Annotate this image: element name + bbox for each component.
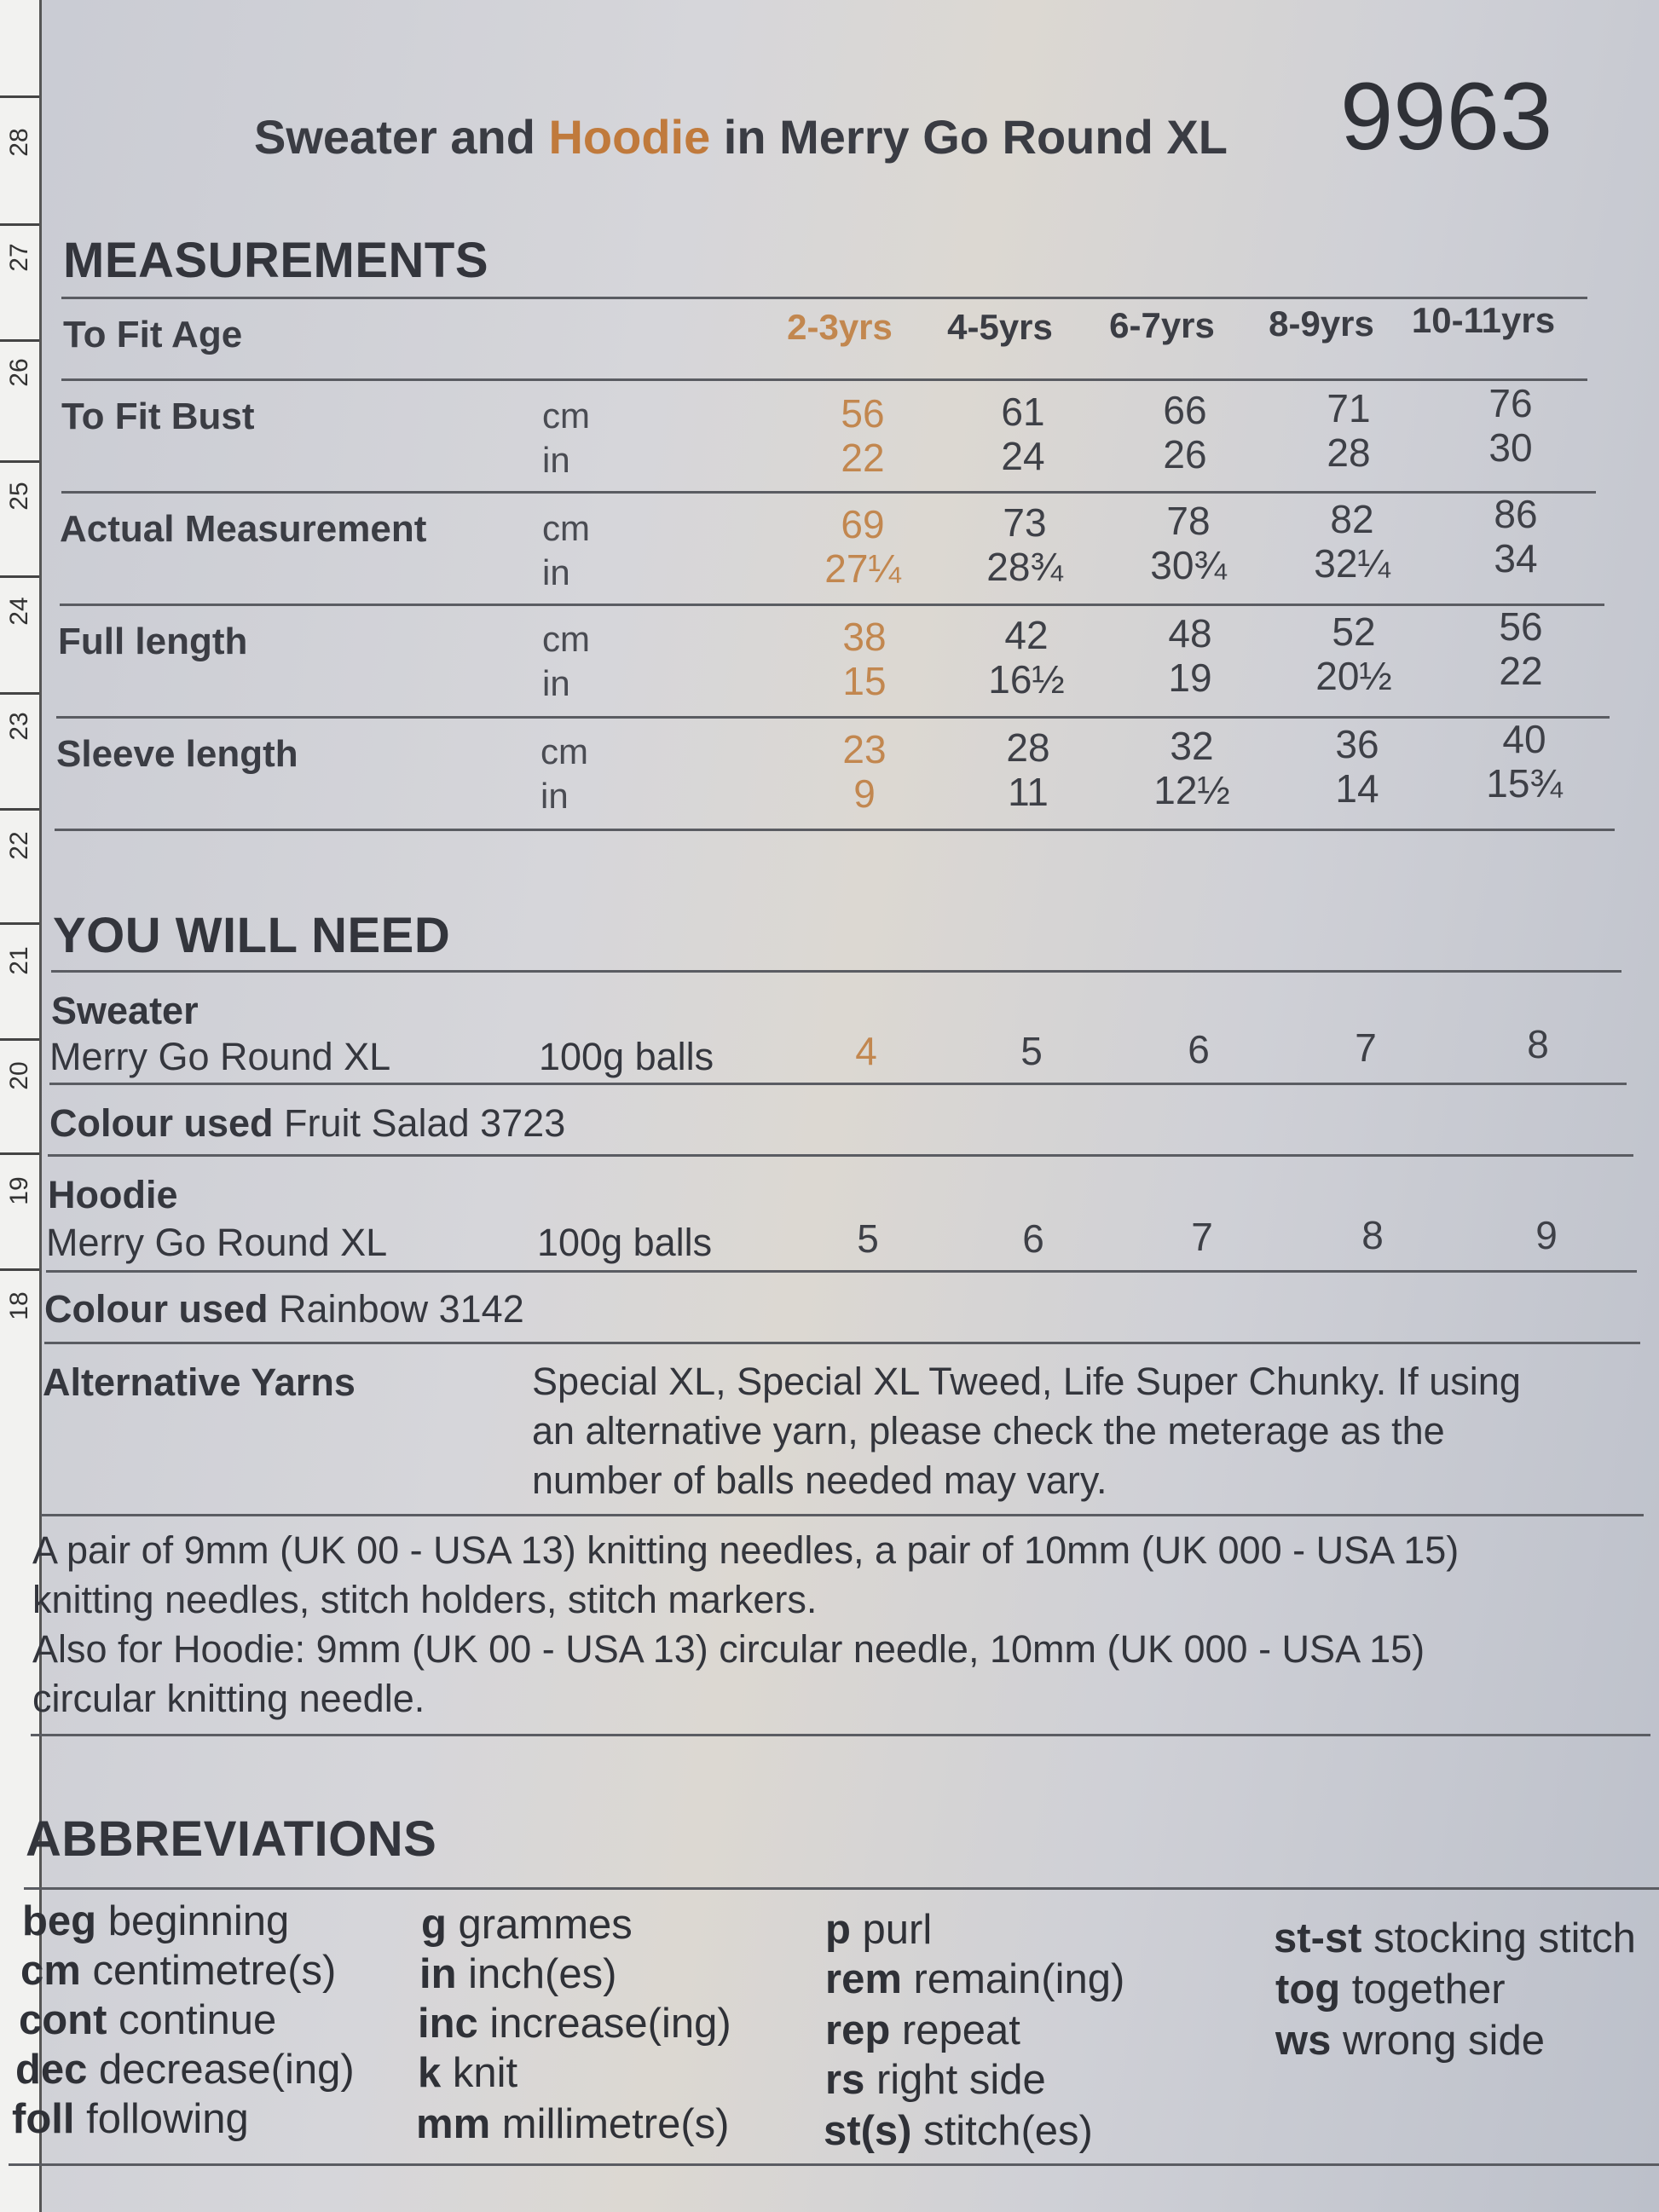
value-cell: 32¼ [1314, 541, 1390, 586]
abbreviation-item [825, 1906, 932, 1954]
value-cell: 36 [1335, 722, 1379, 766]
divider [55, 829, 1615, 831]
needles-text [32, 1526, 1644, 1724]
colour-used-label: Colour used [44, 1287, 269, 1331]
unit-cm: cm [542, 508, 590, 548]
unit-in: in [540, 776, 569, 816]
value-cell: 78 [1166, 499, 1211, 543]
pattern-number: 9963 [1340, 63, 1553, 170]
age-header: 8-9yrs [1269, 303, 1374, 344]
value-cell: 20½ [1315, 654, 1392, 698]
ruler-number: 21 [5, 946, 33, 975]
unit-in: in [542, 440, 570, 480]
ruler-number: 27 [5, 243, 33, 272]
age-header: 2-3yrs [787, 307, 893, 347]
abbr-term: k [418, 2050, 442, 2096]
alt-line: Special XL, Special XL Tweed, Life Super Chunky. If using [532, 1360, 1521, 1403]
value-cell: 28 [1327, 430, 1371, 475]
value-cell: 38 [842, 615, 887, 659]
title-part1: Sweater and [254, 110, 549, 164]
unit-in: in [542, 552, 570, 592]
value-cell: 19 [1168, 656, 1212, 700]
page-title [254, 109, 1228, 165]
hoodie-unit: 100g balls [537, 1221, 713, 1264]
colour-used-label: Colour used [49, 1101, 274, 1145]
ruler-number: 24 [5, 597, 33, 626]
divider [61, 297, 1587, 299]
abbr-term: rem [825, 1956, 902, 2002]
abbr-definition: remain(ing) [901, 1956, 1125, 2002]
abbreviation-item [22, 1897, 289, 1945]
age-header: 10-11yrs [1411, 300, 1556, 340]
ball-count: 4 [855, 1029, 877, 1073]
value-cell: 14 [1335, 766, 1379, 811]
abbreviation-item [824, 2107, 1093, 2155]
hoodie-yarn: Merry Go Round XL [46, 1221, 388, 1264]
abbr-term: in [419, 1951, 457, 1997]
abbreviation-item [1275, 2017, 1545, 2065]
ball-count: 6 [1022, 1216, 1044, 1261]
ball-count: 8 [1527, 1022, 1549, 1066]
abbreviation-item [825, 2007, 1020, 2054]
abbr-definition: inch(es) [456, 1951, 617, 1997]
divider [60, 604, 1604, 606]
divider [46, 1270, 1637, 1273]
abbr-term: st(s) [824, 2108, 912, 2154]
abbr-term: ws [1275, 2018, 1332, 2064]
ball-count: 9 [1535, 1213, 1558, 1257]
abbr-definition: stitch(es) [911, 2108, 1093, 2154]
title-hoodie: Hoodie [548, 110, 711, 164]
abbreviation-item [1274, 1915, 1636, 1962]
divider [61, 378, 1587, 381]
abbreviation-item [20, 1947, 336, 1995]
abbr-term: cm [20, 1948, 81, 1994]
value-cell: 12½ [1153, 768, 1230, 812]
abbr-term: dec [15, 2047, 88, 2093]
value-cell: 86 [1494, 492, 1538, 536]
abbr-definition: stocking stitch [1361, 1915, 1636, 1961]
value-cell: 22 [1499, 649, 1543, 693]
divider [56, 716, 1610, 719]
abbr-term: tog [1275, 1967, 1341, 2013]
divider [24, 1887, 1659, 1890]
divider [31, 1734, 1650, 1736]
ruler-number: 28 [5, 128, 33, 157]
divider [44, 1342, 1640, 1344]
value-cell: 52 [1332, 609, 1376, 654]
ruler-number: 23 [5, 712, 33, 741]
value-cell: 30 [1488, 425, 1533, 470]
abbr-term: st-st [1274, 1915, 1362, 1961]
colour-name: Rainbow 3142 [268, 1287, 524, 1331]
ball-count: 5 [857, 1216, 879, 1261]
value-cell: 15¾ [1486, 761, 1563, 806]
ruler-number: 25 [5, 482, 33, 511]
value-cell: 76 [1488, 381, 1533, 425]
needles-line: Also for Hoodie: 9mm (UK 00 - USA 13) circular needle, 10mm (UK 000 - USA 15) [32, 1627, 1425, 1671]
divider [61, 491, 1596, 494]
ruler-number: 20 [5, 1061, 33, 1090]
alt-line: number of balls needed may vary. [532, 1458, 1107, 1502]
unit-in: in [542, 663, 570, 703]
value-cell: 66 [1163, 388, 1207, 432]
value-cell: 73 [1003, 500, 1047, 545]
abbr-definition: wrong side [1331, 2018, 1545, 2064]
alt-line: an alternative yarn, please check the meterage as the [532, 1409, 1445, 1453]
value-cell: 28 [1006, 725, 1050, 770]
ball-count: 8 [1361, 1213, 1384, 1257]
value-cell: 11 [1008, 770, 1049, 814]
divider [49, 1083, 1627, 1085]
value-cell: 22 [841, 436, 885, 480]
you-will-need-heading: YOU WILL NEED [53, 908, 451, 963]
abbreviation-item [421, 1901, 633, 1949]
row-label: Full length [58, 621, 248, 662]
abbreviation-item [19, 1996, 276, 2044]
unit-cm: cm [542, 396, 590, 436]
measurements-heading: MEASUREMENTS [63, 233, 489, 288]
ruler-number: 22 [5, 831, 33, 860]
abbreviation-item [418, 2000, 731, 2047]
hoodie-label: Hoodie [48, 1173, 178, 1216]
hoodie-colour [44, 1287, 524, 1331]
colour-name: Fruit Salad 3723 [273, 1101, 566, 1145]
abbr-term: inc [418, 2001, 478, 2047]
value-cell: 34 [1494, 536, 1538, 580]
age-header: 4-5yrs [947, 307, 1053, 347]
abbr-term: cont [19, 1997, 107, 2043]
divider [48, 1154, 1633, 1157]
value-cell: 16½ [988, 657, 1065, 702]
abbr-term: rs [825, 2057, 865, 2103]
abbr-definition: centimetre(s) [80, 1948, 337, 1994]
divider [51, 970, 1621, 973]
sweater-colour [49, 1101, 565, 1146]
ball-count: 6 [1188, 1027, 1210, 1071]
value-cell: 69 [841, 502, 885, 546]
sweater-yarn: Merry Go Round XL [49, 1035, 391, 1078]
value-cell: 56 [841, 391, 885, 436]
abbreviation-item [825, 1955, 1124, 2003]
abbr-definition: together [1340, 1967, 1506, 2013]
abbreviation-item [12, 2095, 249, 2143]
abbr-definition: right side [864, 2057, 1046, 2103]
abbreviation-item [825, 2056, 1046, 2104]
value-cell: 28¾ [986, 545, 1063, 589]
value-cell: 32 [1170, 724, 1214, 768]
abbreviation-item [1275, 1966, 1506, 2013]
needles-line: circular knitting needle. [32, 1677, 425, 1720]
divider [9, 2163, 1659, 2166]
value-cell: 24 [1001, 434, 1045, 478]
value-cell: 26 [1163, 432, 1207, 476]
ball-count: 7 [1191, 1215, 1213, 1259]
abbr-definition: knit [441, 2050, 518, 2096]
alternative-yarns-text [532, 1357, 1640, 1505]
value-cell: 48 [1168, 611, 1212, 656]
value-cell: 15 [842, 659, 887, 703]
abbr-definition: beginning [96, 1898, 290, 1944]
ruler-number: 18 [5, 1291, 33, 1320]
value-cell: 82 [1330, 497, 1374, 541]
value-cell: 56 [1499, 604, 1543, 649]
row-label: Actual Measurement [60, 508, 427, 550]
value-cell: 30¾ [1150, 543, 1227, 587]
value-cell: 71 [1327, 386, 1371, 430]
abbr-definition: decrease(ing) [87, 2047, 355, 2093]
abbr-definition: repeat [890, 2007, 1020, 2053]
needles-line: A pair of 9mm (UK 00 - USA 13) knitting needles, a pair of 10mm (UK 000 - USA 15) [32, 1528, 1460, 1572]
value-cell: 9 [853, 771, 876, 816]
unit-cm: cm [540, 731, 588, 771]
abbr-term: beg [22, 1898, 97, 1944]
sweater-label: Sweater [51, 989, 199, 1032]
row-label: Sleeve length [56, 733, 298, 775]
abbreviation-item [418, 2049, 517, 2097]
value-cell: 42 [1004, 613, 1049, 657]
ruler-number: 26 [5, 358, 33, 387]
abbr-term: rep [825, 2007, 891, 2053]
row-label: To Fit Bust [61, 396, 255, 437]
ball-count: 5 [1020, 1029, 1043, 1073]
abbr-term: mm [416, 2101, 491, 2147]
needles-line: knitting needles, stitch holders, stitch markers. [32, 1578, 818, 1621]
abbreviation-item [15, 2046, 355, 2094]
alternative-yarns-label: Alternative Yarns [43, 1360, 356, 1404]
abbreviation-item [419, 1950, 616, 1998]
abbr-definition: following [74, 2096, 249, 2142]
value-cell: 27¼ [824, 546, 901, 591]
unit-cm: cm [542, 619, 590, 659]
abbr-definition: grammes [446, 1902, 633, 1948]
abbr-term: p [825, 1907, 851, 1953]
value-cell: 61 [1001, 390, 1045, 434]
abbr-term: g [421, 1902, 447, 1948]
age-header: 6-7yrs [1109, 305, 1215, 345]
abbr-definition: continue [107, 1997, 277, 2043]
divider [41, 1514, 1644, 1516]
title-part2: in Merry Go Round XL [710, 110, 1228, 164]
ball-count: 7 [1355, 1025, 1377, 1070]
sweater-unit: 100g balls [539, 1035, 714, 1078]
abbr-term: foll [12, 2096, 75, 2142]
abbr-definition: purl [850, 1907, 933, 1953]
abbreviation-item [416, 2100, 730, 2148]
abbr-definition: millimetre(s) [490, 2101, 730, 2147]
abbr-definition: increase(ing) [477, 2001, 731, 2047]
age-label: To Fit Age [63, 314, 243, 355]
value-cell: 40 [1502, 717, 1546, 761]
abbreviations-heading: ABBREVIATIONS [26, 1811, 437, 1867]
value-cell: 23 [842, 727, 887, 771]
ruler-number: 19 [5, 1176, 33, 1205]
